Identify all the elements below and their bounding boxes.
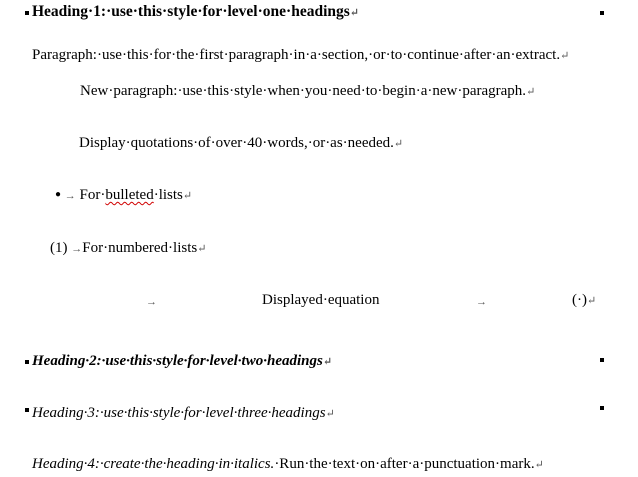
numbered-text: For·numbered·lists (82, 240, 198, 256)
paragraph-mark: ↵ (197, 243, 207, 255)
display-quotation[interactable] (79, 134, 403, 153)
paragraph-text: Paragraph:·use·this·for·the·first·paragraph·in·a·section,·or·to·continue·after·an·extract. (32, 47, 561, 63)
paragraph-mark: ↵ (560, 50, 570, 62)
tab-mark: → (71, 243, 83, 255)
heading-2[interactable] (32, 352, 332, 371)
equation-number-text: (·) (572, 292, 587, 308)
number-label: (1) (50, 240, 68, 256)
paragraph-mark: ↵ (526, 86, 536, 98)
paragraph-style-marker (25, 360, 29, 364)
heading-2-text: Heading·2:·use·this·style·for·level·two·headings (32, 353, 323, 369)
tab-mark-2: → (476, 296, 487, 308)
heading-1-text: Heading·1:·use·this·style·for·level·one·headings (32, 3, 350, 20)
heading-3[interactable] (32, 404, 335, 423)
bullet-icon: ● (55, 189, 62, 200)
paragraph-mark: ↵ (349, 7, 359, 19)
paragraph-style-marker (25, 11, 29, 15)
bulleted-list-item[interactable] (55, 186, 192, 205)
tab-mark: → (64, 190, 76, 202)
bullet-text-a: For· (79, 187, 106, 203)
heading-4-text: Heading·4:·create·the·heading·in·italics. (32, 456, 275, 472)
heading-3-text: Heading·3:·use·this·style·for·level·three·headings (32, 405, 326, 421)
quotation-text: Display·quotations·of·over·40·words,·or·as·needed. (79, 135, 394, 151)
paragraph-mark: ↵ (325, 408, 335, 420)
paragraph-new[interactable] (80, 82, 535, 101)
paragraph-style-marker (25, 408, 29, 412)
paragraph-mark: ↵ (534, 459, 544, 471)
equation-text: Displayed·equation (262, 292, 380, 308)
numbered-list-item[interactable] (50, 239, 206, 258)
paragraph-mark: ↵ (322, 356, 333, 368)
equation-number[interactable] (572, 291, 596, 310)
new-paragraph-text: New·paragraph:·use·this·style·when·you·need·to·begin·a·new·paragraph. (80, 83, 527, 99)
heading-4-paragraph[interactable] (32, 455, 544, 474)
paragraph-style-marker-right (600, 358, 604, 362)
paragraph-style-marker-right (600, 11, 604, 15)
paragraph-mark: ↵ (393, 138, 404, 150)
paragraph-mark: ↵ (182, 190, 193, 202)
bullet-text-misspelled: bulleted (105, 187, 154, 203)
bullet-text-c: ·lists (153, 187, 183, 203)
heading-4-run-on-text: ·Run·the·text·on·after·a·punctuation·mark. (274, 456, 535, 472)
displayed-equation[interactable] (262, 291, 379, 309)
tab-mark-1: → (146, 296, 157, 308)
paragraph-first[interactable] (32, 46, 569, 65)
paragraph-style-marker-right (600, 406, 604, 410)
paragraph-mark: ↵ (587, 295, 597, 307)
heading-1[interactable] (32, 3, 359, 22)
